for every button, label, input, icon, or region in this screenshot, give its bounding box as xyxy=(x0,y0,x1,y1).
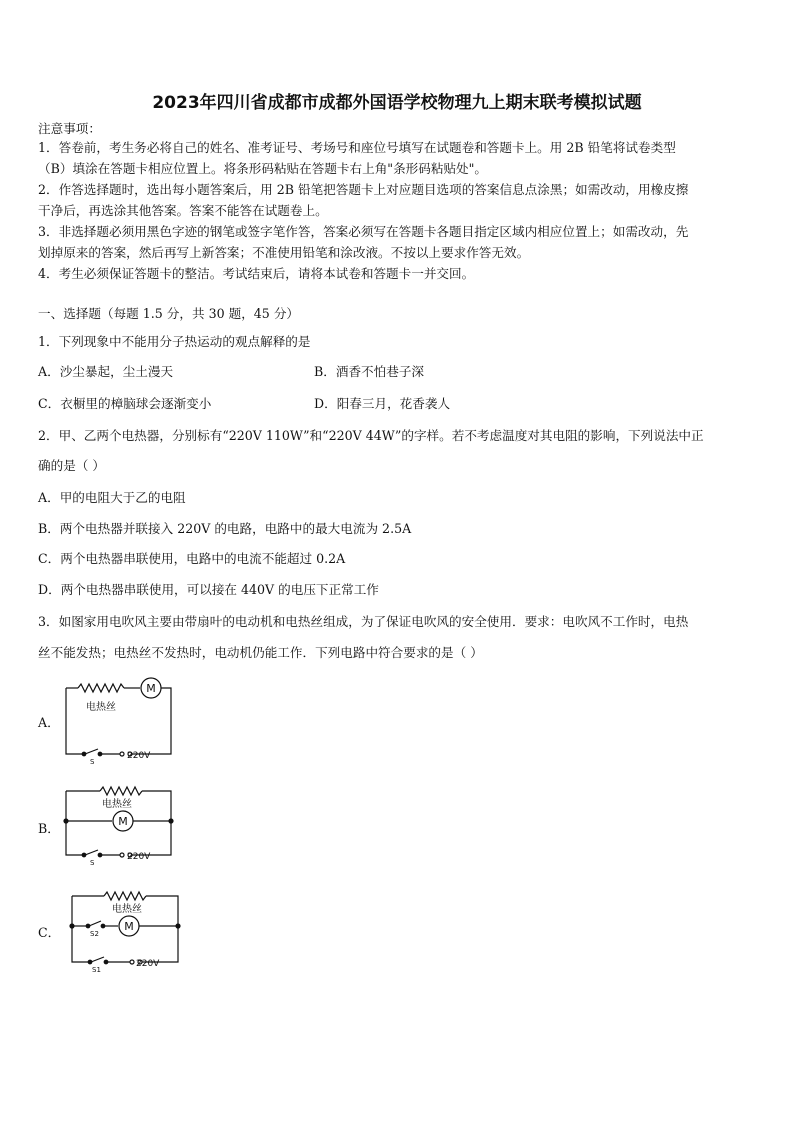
motor-label: M xyxy=(124,920,134,933)
page-title: 2023年四川省成都市成都外国语学校物理九上期末联考模拟试题 xyxy=(152,93,642,113)
circuit-diagram-a xyxy=(60,674,180,766)
q1-option-c: C．衣橱里的樟脑球会逐渐变小 xyxy=(38,396,212,411)
switch-label: S xyxy=(90,859,95,867)
q3-option-c-label: C． xyxy=(38,925,61,940)
motor-label: M xyxy=(146,682,156,695)
switch-1-label: S1 xyxy=(92,966,101,974)
notes-heading: 注意事项： xyxy=(38,121,101,136)
switch-label: S xyxy=(90,758,95,766)
voltage-label: 220V xyxy=(127,751,151,761)
switch-icon xyxy=(85,749,98,754)
notes-line-5: 3．非选择题必须用黑色字迹的钢笔或签字笔作答，答案必须写在答题卡各题目指定区域内相应位置上；如需改动，先 xyxy=(38,224,689,239)
heater-label: 电热丝 xyxy=(102,799,132,810)
switch-icon xyxy=(85,850,98,855)
notes-line-1: 1．答卷前，考生务必将自己的姓名、准考证号、考场号和座位号填写在试题卷和答题卡上。用 2B 铅笔将试卷类型 xyxy=(38,140,676,155)
q2-stem-line-2: 确的是（ ） xyxy=(38,458,105,473)
heater-resistor-icon xyxy=(104,892,146,900)
switch-2-icon xyxy=(89,921,101,926)
section-heading: 一、选择题（每题 1.5 分，共 30 题，45 分） xyxy=(38,306,300,321)
q1-stem: 1．下列现象中不能用分子热运动的观点解释的是 xyxy=(38,334,311,349)
q2-option-b: B．两个电热器并联接入 220V 的电路，电路中的最大电流为 2.5A xyxy=(38,521,412,536)
heater-resistor-icon xyxy=(100,787,142,795)
q3-option-a-label: A． xyxy=(38,715,60,730)
q1-option-b: B．酒香不怕巷子深 xyxy=(314,364,425,379)
q2-option-a: A．甲的电阻大于乙的电阻 xyxy=(38,490,186,505)
q1-option-d: D．阳春三月，花香袭人 xyxy=(314,396,451,411)
heater-label: 电热丝 xyxy=(112,904,142,915)
q2-option-c: C．两个电热器串联使用，电路中的电流不能超过 0.2A xyxy=(38,551,346,566)
q3-option-b-label: B． xyxy=(38,821,60,836)
notes-line-7: 4．考生必须保证答题卡的整洁。考试结束后，请将本试卷和答题卡一并交回。 xyxy=(38,266,475,281)
switch-2-label: S2 xyxy=(90,930,99,938)
switch-1-icon xyxy=(91,957,104,962)
notes-line-2: （B）填涂在答题卡相应位置上。将条形码粘贴在答题卡右上角"条形码粘贴处"。 xyxy=(38,161,488,176)
heater-label: 电热丝 xyxy=(86,702,116,713)
q1-option-a: A．沙尘暴起，尘土漫天 xyxy=(38,364,174,379)
voltage-label: 220V xyxy=(127,852,151,862)
notes-line-6: 划掉原来的答案，然后再写上新答案；不准使用铅笔和涂改液。不按以上要求作答无效。 xyxy=(38,245,530,260)
q2-stem-line-1: 2．甲、乙两个电热器，分别标有“220V 110W”和“220V 44W”的字样。若不考虑温度对其电阻的影响，下列说法中正 xyxy=(38,428,704,443)
circuit-diagram-b xyxy=(60,781,180,869)
q3-stem-line-2: 丝不能发热；电热丝不发热时，电动机仍能工作．下列电路中符合要求的是（ ） xyxy=(38,645,483,660)
circuit-diagram-c xyxy=(66,886,186,974)
q3-stem-line-1: 3．如图家用电吹风主要由带扇叶的电动机和电热丝组成，为了保证电吹风的安全使用．要求：电吹风不工作时，电热 xyxy=(38,614,689,629)
notes-line-3: 2．作答选择题时，选出每小题答案后，用 2B 铅笔把答题卡上对应题目选项的答案信息点涂黑；如需改动，用橡皮擦 xyxy=(38,182,689,197)
heater-resistor-icon xyxy=(78,684,124,692)
motor-label: M xyxy=(118,815,128,828)
voltage-label: 220V xyxy=(136,959,160,969)
q2-option-d: D．两个电热器串联使用，可以接在 440V 的电压下正常工作 xyxy=(38,582,379,597)
notes-line-4: 干净后，再选涂其他答案。答案不能答在试题卷上。 xyxy=(38,203,328,218)
